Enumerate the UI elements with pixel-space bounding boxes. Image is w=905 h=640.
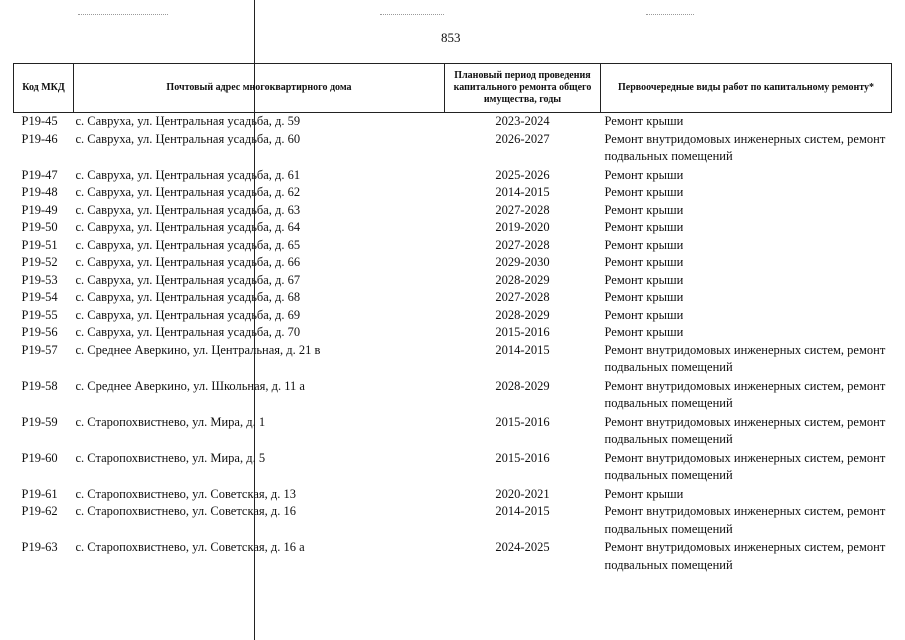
row-work: Ремонт внутридомовых инженерных систем, ремонт подвальных помещений [604, 342, 886, 374]
row-address: с. Савруха, ул. Центральная усадьба, д. 69 [75, 307, 301, 322]
row-code: Р19-48 [21, 185, 58, 199]
row-address: с. Старопохвистнево, ул. Советская, д. 16 [75, 504, 297, 518]
row-work: Ремонт внутридомовых инженерных систем, ремонт подвальных помещений [604, 131, 886, 163]
row-address: с. Савруха, ул. Центральная усадьба, д. 64 [75, 220, 301, 234]
row-code: Р19-60 [21, 450, 58, 465]
row-period: 2014-2015 [495, 342, 550, 357]
table-row [14, 503, 892, 539]
row-address: с. Савруха, ул. Центральная усадьба, д. 70 [75, 325, 301, 339]
table-row [14, 237, 892, 255]
row-period: 2020-2021 [495, 486, 550, 501]
table-row [14, 450, 892, 486]
row-address: с. Савруха, ул. Центральная усадьба, д. 65 [75, 237, 301, 252]
header-code: Код МКД [14, 64, 74, 113]
row-code: Р19-47 [21, 167, 58, 182]
table-row [14, 486, 892, 504]
row-work: Ремонт крыши [604, 167, 684, 182]
row-work: Ремонт крыши [604, 220, 684, 234]
row-code: Р19-63 [21, 540, 58, 554]
row-address: с. Савруха, ул. Центральная усадьба, д. 67 [75, 272, 301, 287]
row-address: с. Савруха, ул. Центральная усадьба, д. 62 [75, 185, 301, 199]
row-work: Ремонт крыши [604, 272, 684, 287]
row-address: с. Савруха, ул. Центральная усадьба, д. 68 [75, 290, 301, 304]
row-code: Р19-46 [21, 131, 58, 146]
row-period: 2015-2016 [495, 450, 550, 465]
table-row [14, 539, 892, 575]
row-code: Р19-61 [21, 486, 58, 501]
table-row [14, 167, 892, 185]
row-work: Ремонт внутридомовых инженерных систем, ремонт подвальных помещений [604, 540, 886, 572]
row-address: с. Старопохвистнево, ул. Мира, д. 1 [75, 414, 266, 429]
row-period: 2029-2030 [495, 255, 550, 269]
table-row [14, 378, 892, 414]
row-code: Р19-59 [21, 414, 58, 429]
row-code: Р19-55 [21, 307, 58, 322]
row-period: 2028-2029 [495, 272, 550, 287]
row-code: Р19-53 [21, 272, 58, 287]
row-code: Р19-50 [21, 220, 58, 234]
scan-artifact-top-right [646, 14, 694, 15]
row-code: Р19-49 [21, 202, 58, 217]
table-row [14, 184, 892, 202]
row-work: Ремонт крыши [604, 237, 684, 252]
scan-artifact-top-left [78, 14, 168, 15]
table-row [14, 414, 892, 450]
row-period: 2028-2029 [495, 378, 550, 393]
header-address: Почтовый адрес многоквартирного дома [74, 64, 445, 113]
row-address: с. Среднее Аверкино, ул. Школьная, д. 11 а [75, 378, 305, 393]
row-period: 2024-2025 [495, 540, 550, 554]
row-period: 2014-2015 [495, 185, 550, 199]
row-period: 2015-2016 [495, 414, 550, 429]
row-code: Р19-54 [21, 290, 58, 304]
table-row [14, 342, 892, 378]
row-work: Ремонт крыши [604, 114, 684, 128]
row-work: Ремонт крыши [604, 325, 684, 339]
table-header-row [14, 64, 892, 113]
row-period: 2028-2029 [495, 307, 550, 322]
table-body [14, 113, 892, 576]
row-address: с. Старопохвистнево, ул. Советская, д. 16 а [75, 540, 305, 554]
row-address: с. Савруха, ул. Центральная усадьба, д. 59 [75, 114, 301, 128]
row-address: с. Савруха, ул. Центральная усадьба, д. 63 [75, 202, 301, 217]
row-period: 2027-2028 [495, 290, 550, 304]
row-period: 2026-2027 [495, 131, 550, 146]
row-address: с. Старопохвистнево, ул. Советская, д. 13 [75, 486, 297, 501]
row-code: Р19-45 [21, 114, 58, 128]
row-code: Р19-57 [21, 342, 58, 357]
table-row [14, 131, 892, 167]
row-address: с. Савруха, ул. Центральная усадьба, д. 60 [75, 131, 301, 146]
page-number: 853 [441, 30, 461, 45]
row-period: 2027-2028 [495, 202, 550, 217]
row-work: Ремонт крыши [604, 255, 684, 269]
row-work: Ремонт внутридомовых инженерных систем, ремонт подвальных помещений [604, 504, 886, 536]
table-row [14, 202, 892, 220]
row-work: Ремонт крыши [604, 202, 684, 217]
row-work: Ремонт внутридомовых инженерных систем, ремонт подвальных помещений [604, 414, 886, 446]
header-work: Первоочередные виды работ по капитальному ремонту* [601, 64, 892, 113]
row-address: с. Старопохвистнево, ул. Мира, д. 5 [75, 450, 266, 465]
row-code: Р19-58 [21, 378, 58, 393]
header-period: Плановый период проведения капитального ремонта общего имущества, годы [445, 64, 601, 113]
row-address: с. Среднее Аверкино, ул. Центральная, д. 21 в [75, 342, 321, 357]
row-code: Р19-56 [21, 325, 58, 339]
row-period: 2015-2016 [495, 325, 550, 339]
row-code: Р19-62 [21, 504, 58, 518]
row-period: 2023-2024 [495, 114, 550, 128]
row-work: Ремонт крыши [604, 185, 684, 199]
row-address: с. Савруха, ул. Центральная усадьба, д. 66 [75, 255, 301, 269]
table-row [14, 289, 892, 307]
table-row [14, 272, 892, 290]
row-period: 2014-2015 [495, 504, 550, 518]
row-period: 2019-2020 [495, 220, 550, 234]
row-work: Ремонт внутридомовых инженерных систем, ремонт подвальных помещений [604, 378, 886, 410]
table-row [14, 307, 892, 325]
row-period: 2025-2026 [495, 167, 550, 182]
capital-repair-table [13, 63, 892, 575]
row-code: Р19-51 [21, 237, 58, 252]
scan-artifact-top-center [380, 14, 444, 15]
table-row [14, 219, 892, 237]
table-row [14, 324, 892, 342]
row-work: Ремонт крыши [604, 290, 684, 304]
row-period: 2027-2028 [495, 237, 550, 252]
table-row [14, 113, 892, 131]
row-work: Ремонт крыши [604, 486, 684, 501]
row-address: с. Савруха, ул. Центральная усадьба, д. 61 [75, 167, 301, 182]
row-work: Ремонт крыши [604, 307, 684, 322]
row-work: Ремонт внутридомовых инженерных систем, ремонт подвальных помещений [604, 450, 886, 482]
table-row [14, 254, 892, 272]
row-code: Р19-52 [21, 255, 58, 269]
